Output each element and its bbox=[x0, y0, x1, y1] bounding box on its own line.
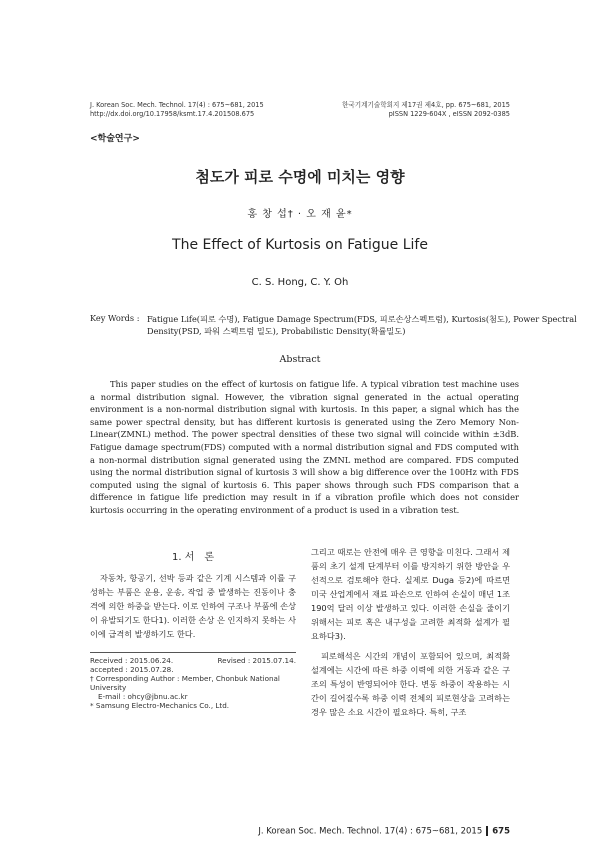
footer-citation: J. Korean Soc. Mech. Technol. 17(4) : 675~681, 2015 bbox=[258, 826, 483, 837]
header-citation: J. Korean Soc. Mech. Technol. 17(4) : 675~681, 2015 bbox=[90, 101, 264, 109]
authors-korean: 홍 창 섭† · 오 재 윤* bbox=[247, 209, 353, 220]
journal-info-header bbox=[342, 101, 510, 119]
header-doi[interactable]: http://dx.doi.org/10.17958/ksmt.17.4.201508.675 bbox=[90, 110, 255, 118]
author-email[interactable]: E-mail : ohcy@jbnu.ac.kr bbox=[98, 692, 188, 701]
abstract-body bbox=[90, 378, 519, 517]
received-date: Received : 2015.06.24. bbox=[90, 656, 174, 665]
abstract-text: This paper studies on the effect of kurtosis on fatigue life. A typical vibration test machine uses a normal distribution signal. However, the vibration signal generated in the actual operating environment is a non-normal distribution signal with kurtosis. In this paper, a signal which has the same power spectral density, but has different kurtosis is generated using the Zero Memory Non-Linear(ZMNL) method. The power spectral densities of these two signal will coincide within ±3dB. Fatigue damage spectrum(FDS) computed with a normal distribution signal and FDS computed with a non-normal distribution signal generated using the ZMNL method are compared. FDS computed using the normal distribution signal of kurtosis 3 will show a big difference over the 100Hz with FDS computed using the signal of kurtosis 6. This paper shows through such FDS comparison that a difference in fatigue life prediction may result in if a vibration profile which does not consider kurtosis occurring in the operating environment of a product is used in a vibration test. bbox=[90, 379, 519, 515]
paper-title-english: The Effect of Kurtosis on Fatigue Life bbox=[172, 237, 428, 253]
page-footer bbox=[258, 826, 510, 837]
page-number: 675 bbox=[492, 826, 510, 837]
paper-title-korean: 첨도가 피로 수명에 미치는 영향 bbox=[195, 168, 405, 186]
introduction-paragraph-2: 그리고 때로는 안전에 매우 큰 영향을 미친다. 그래서 제품의 초기 설계 단계부터 이를 방지하기 위한 방안을 우선적으로 검토해야 한다. 실제로 Duga 등2)에 따르면 미국 산업계에서 재료 파손으로 인하여 손실이 매년 1조 190억 달러 이상 발생하고 있다. 이러한 손실을 줄이기 위해서는 피로 혹은 내구성을 고려한 최적화 설계가 필요하다3). bbox=[311, 547, 510, 641]
keywords-text: Fatigue Life(피로 수명), Fatigue Damage Spectrum(FDS, 피로손상스펙트럼), Kurtosis(첨도), Power Spectral Density(PSD, 파워 스펙트럼 밀도), Probabilistic Density(확률밀도) bbox=[147, 314, 577, 336]
header-issn: pISSN 1229-604X , eISSN 2092-0385 bbox=[388, 110, 510, 118]
header-journal-ko: 한국기계기술학회지 제17권 제4호, pp. 675~681, 2015 bbox=[341, 101, 510, 109]
footnotes bbox=[90, 656, 296, 710]
section-heading-introduction: 1. 서 론 bbox=[171, 552, 215, 563]
introduction-paragraph-1: 자동차, 항공기, 선박 등과 같은 기계 시스템과 이를 구성하는 부품은 운용, 운송, 작업 중 발생하는 진동이나 충격에 의한 하중을 받는다. 이로 인하여 구조나 부품에 손상이 유발되기도 한다1). 이러한 손상 은 인지하지 못하는 사이에 급격히 발생하기도 한다. bbox=[90, 573, 296, 639]
footnote-divider bbox=[90, 652, 296, 653]
journal-citation-header bbox=[90, 101, 264, 119]
article-category: <학술연구> bbox=[90, 134, 140, 144]
revised-date: Revised : 2015.07.14. bbox=[217, 656, 296, 665]
accepted-date: accepted : 2015.07.28. bbox=[90, 665, 174, 674]
co-author-affiliation: * Samsung Electro-Mechanics Co., Ltd. bbox=[90, 701, 230, 710]
footer-separator bbox=[486, 826, 488, 836]
corresponding-author: † Corresponding Author : Member, Chonbuk National University bbox=[90, 674, 280, 692]
keywords-label: Key Words : bbox=[90, 313, 140, 323]
abstract-heading: Abstract bbox=[279, 354, 321, 365]
introduction-paragraph-3: 피로해석은 시간의 개념이 포함되어 있으며, 최적화 설계에는 시간에 따른 하중 이력에 의한 거동과 같은 구조의 특성이 반영되어야 한다. 변동 하중이 작용하는 시간이 길어질수록 하중 이력 전체의 피로현상을 고려하는 경우 많은 소요 시간이 필요하다. 특히, 구조 bbox=[311, 651, 510, 717]
authors-english: C. S. Hong, C. Y. Oh bbox=[251, 277, 349, 288]
introduction-left-column bbox=[90, 571, 296, 641]
introduction-right-column bbox=[311, 545, 510, 719]
